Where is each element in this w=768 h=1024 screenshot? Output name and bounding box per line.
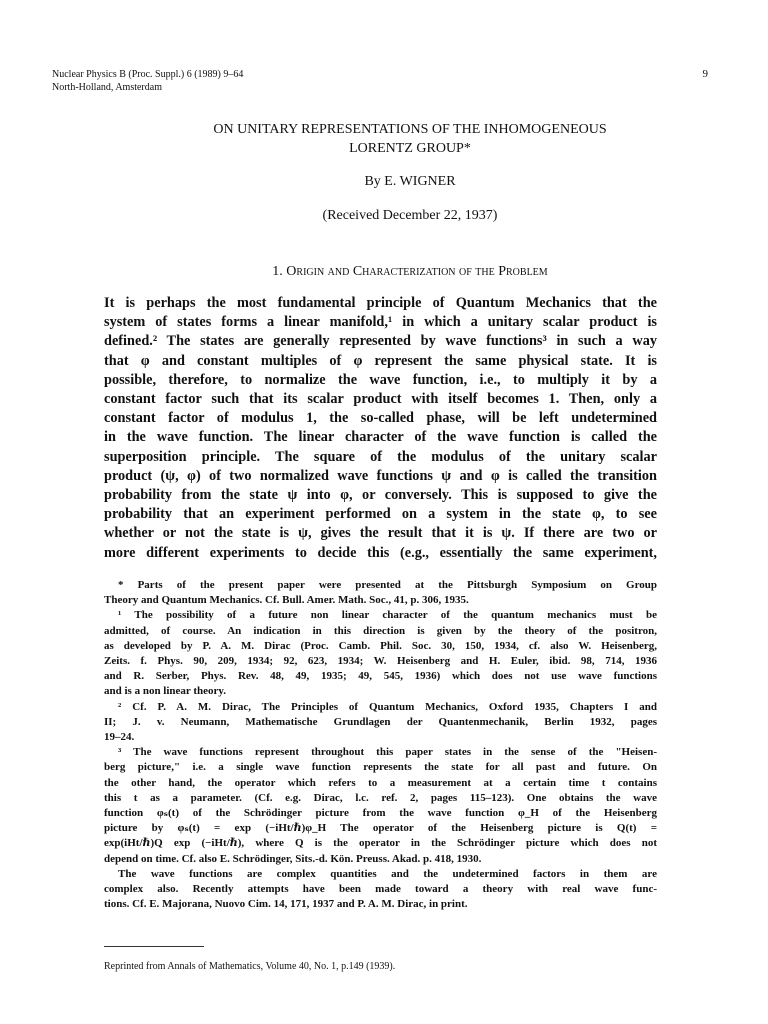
footnote	[104, 608, 657, 699]
footnote-line: 19–24.	[104, 731, 135, 744]
received-date: (Received December 22, 1937)	[322, 208, 498, 223]
journal-line-2: North-Holland, Amsterdam	[52, 82, 162, 93]
footnote-line: the other hand, the operator which refers to a measurement at a certain time t contains	[104, 776, 657, 789]
footnote-line: ³ The wave functions represent throughout this paper states in the sense of the "Heisen-	[118, 746, 657, 759]
footnote	[104, 745, 657, 867]
body-line: defined.² The states are generally represented by wave functions³ in such a way	[104, 333, 657, 350]
reprint-note: Reprinted from Annals of Mathematics, Volume 40, No. 1, p.149 (1939).	[104, 961, 396, 972]
footnote-line: II; J. v. Neumann, Mathematische Grundlagen der Quantenmechanik, Berlin 1932, pages	[104, 715, 657, 728]
footnote-line: depend on time. Cf. also E. Schrödinger, Sits.-d. Kön. Preuss. Akad. p. 418, 1930.	[104, 852, 482, 865]
body-line: superposition principle. The square of the modulus of the unitary scalar	[104, 448, 657, 465]
footnote-line: ¹ The possibility of a future non linear character of the quantum mechanics must be	[118, 609, 657, 622]
footnote-line: picture by φₛ(t) = exp (−iHt/ℏ)φ_H The operator of the Heisenberg picture is Q(t) =	[104, 822, 657, 835]
body-line: more different experiments to decide this (e.g., essentially the same experiment,	[104, 544, 657, 561]
body-paragraph	[104, 294, 657, 563]
footnote-line: berg picture," i.e. a single wave function represents the state for all past and future. On	[104, 761, 657, 774]
body-line: constant factor of modulus 1, the so-called phase, will be left undetermined	[104, 410, 657, 427]
footer-rule	[104, 946, 204, 947]
footnote-line: tions. Cf. E. Majorana, Nuovo Cim. 14, 171, 1937 and P. A. M. Dirac, in print.	[104, 898, 468, 911]
journal-citation	[52, 68, 243, 94]
footnote-line: exp(iHt/ℏ)Q exp (−iHt/ℏ), where Q is the operator in the Schrödinger picture which does not	[104, 837, 657, 850]
body-line: that φ and constant multiples of φ represent the same physical state. It is	[104, 352, 657, 369]
footnote-line: as developed by P. A. M. Dirac (Proc. Camb. Phil. Soc. 30, 150, 1934, cf. also W. Heisenberg,	[104, 639, 657, 652]
footnote-line: function φₛ(t) of the Schrödinger picture from the wave function φ_H of the Heisenberg	[104, 807, 657, 820]
section-heading	[100, 264, 720, 280]
body-line: whether or not the state is ψ, gives the result that it is ψ. If there are two or	[104, 525, 657, 542]
title-line-2: LORENTZ GROUP*	[349, 141, 471, 156]
body-line: possible, therefore, to normalize the wave function, i.e., to multiply it by a	[104, 371, 657, 388]
body-line: It is perhaps the most fundamental principle of Quantum Mechanics that the	[104, 295, 657, 311]
footnotes	[104, 578, 657, 912]
footnote-line: The wave functions are complex quantities and the undetermined factors in them are	[118, 867, 657, 880]
paper-title	[100, 120, 720, 158]
body-line: product (ψ, φ) of two normalized wave functions ψ and φ is called the transition	[104, 467, 657, 484]
footnote-line: this t as a parameter. (Cf. e.g. Dirac, l.c. ref. 2, pages 115–123). One obtains the wave	[104, 791, 657, 804]
footnote	[104, 578, 657, 608]
footnote	[104, 700, 657, 746]
body-line: system of states forms a linear manifold,¹ in which a unitary scalar product is	[104, 314, 657, 331]
footnote-line: complex also. Recently attempts have been made toward a theory with real wave func-	[104, 883, 657, 896]
journal-line-1: Nuclear Physics B (Proc. Suppl.) 6 (1989) 9–64	[52, 69, 244, 80]
page-number: 9	[702, 68, 708, 80]
body-line: probability from the state ψ into φ, or conversely. This is supposed to give the	[104, 487, 657, 504]
footnote-line: Theory and Quantum Mechanics. Cf. Bull. Amer. Math. Soc., 41, p. 306, 1935.	[104, 594, 469, 607]
footnote-line: and R. Serber, Phys. Rev. 48, 49, 1935; 49, 545, 1936) which does not use wave functions	[104, 670, 657, 683]
footnote-line: admitted, of course. An indication in this direction is given by the theory of the positron,	[104, 624, 657, 637]
body-line: constant factor such that its scalar product with itself becomes 1. Then, only a	[104, 391, 657, 408]
footnote-line: and is a non linear theory.	[104, 685, 227, 698]
section-title: Origin and Characterization of the Problem	[286, 264, 548, 279]
footnote-line: ² Cf. P. A. M. Dirac, The Principles of Quantum Mechanics, Oxford 1935, Chapters I and	[118, 700, 657, 713]
footnote	[104, 867, 657, 913]
footnote-line: Zeits. f. Phys. 90, 209, 1934; 92, 623, 1934; W. Heisenberg and H. Euler, ibid. 98, 714, 1936	[104, 655, 657, 668]
author-byline: By E. WIGNER	[364, 174, 456, 189]
footnote-line: * Parts of the present paper were presented at the Pittsburgh Symposium on Group	[118, 579, 657, 591]
body-line: in the wave function. The linear character of the wave function is called the	[104, 429, 657, 446]
body-line: probability that an experiment performed on a system in the state φ, to see	[104, 506, 657, 523]
section-number: 1.	[272, 264, 283, 279]
title-line-1: ON UNITARY REPRESENTATIONS OF THE INHOMOGENEOUS	[213, 122, 607, 137]
